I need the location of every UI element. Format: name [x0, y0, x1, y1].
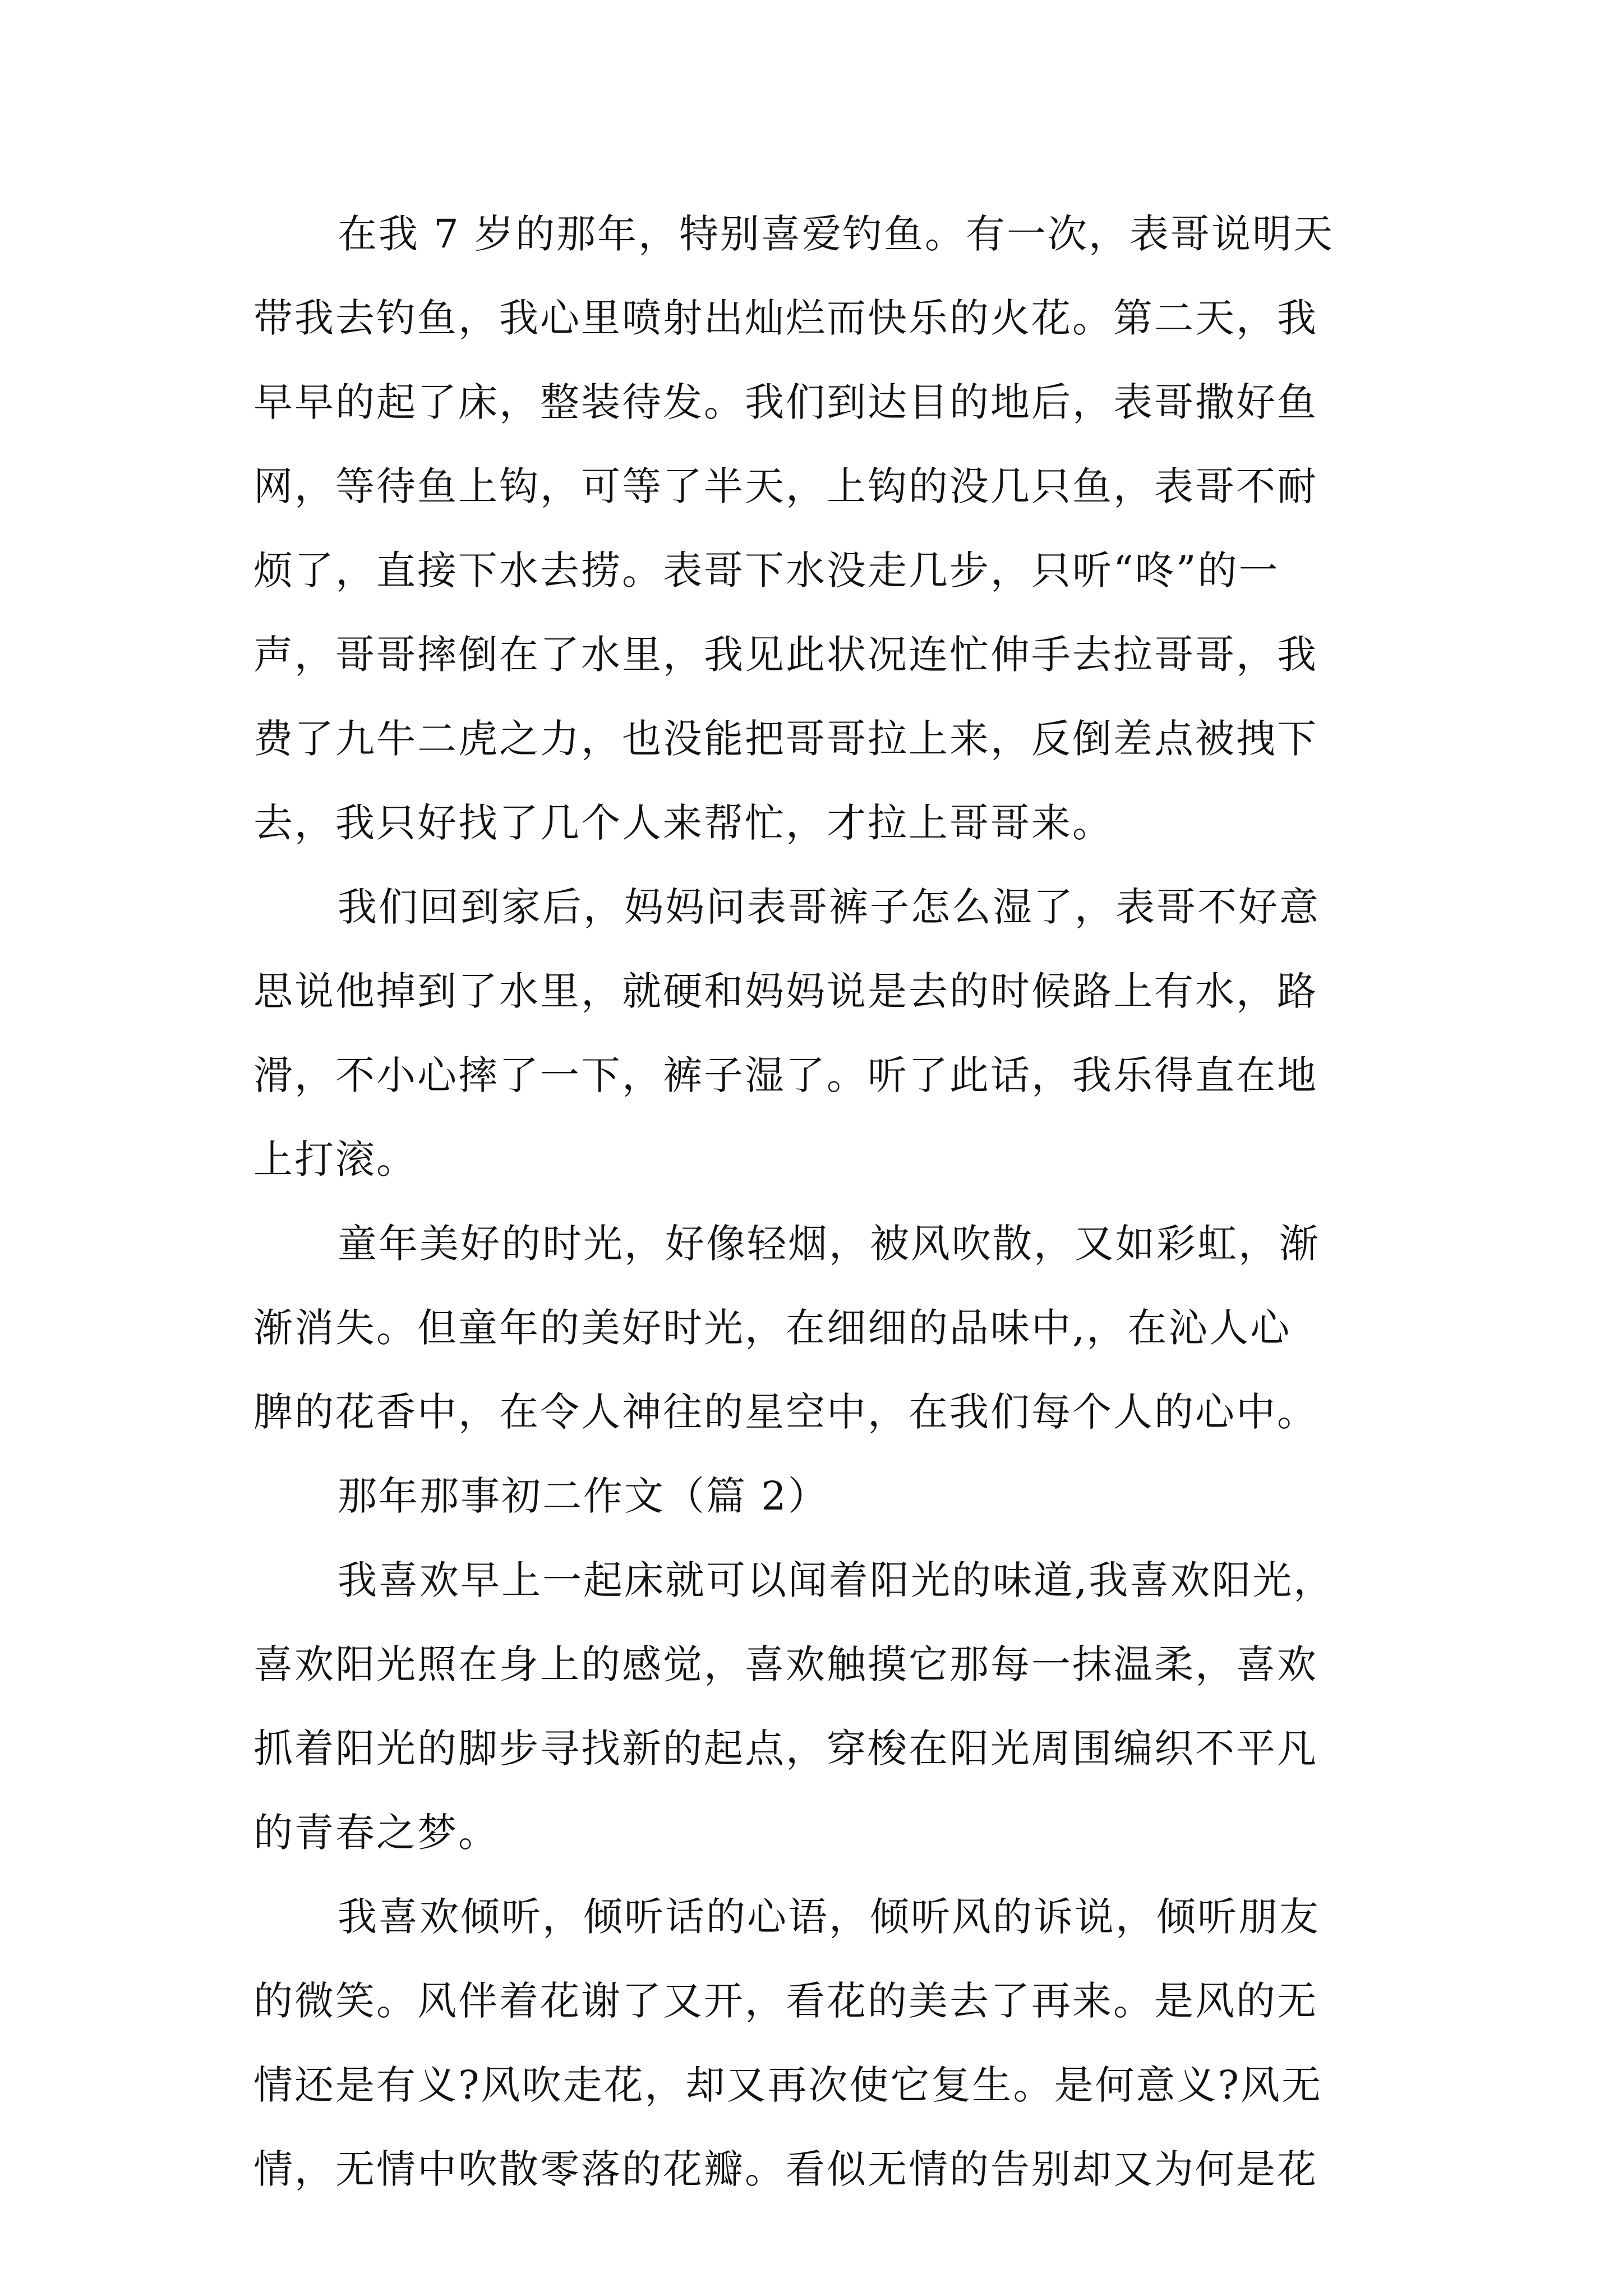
paragraph-1-line-5: 烦了，直接下水去捞。表哥下水没走几步，只听“咚”的一 [253, 547, 1280, 593]
paragraph-5-line-4: 情，无情中吹散零落的花瓣。看似无情的告别却又为何是花 [253, 2146, 1318, 2192]
paragraph-1-line-6: 声，哥哥摔倒在了水里，我见此状况连忙伸手去拉哥哥，我 [253, 632, 1318, 678]
paragraph-4-line-4: 的青春之梦。 [253, 1810, 499, 1856]
document-body [253, 192, 1370, 2211]
paragraph-1-line-1: 在我 7 岁的那年，特别喜爱钓鱼。有一次，表哥说明天 [338, 211, 1335, 257]
paragraph-1-line-2: 带我去钓鱼，我心里喷射出灿烂而快乐的火花。第二天，我 [253, 295, 1318, 341]
section-heading: 那年那事初二作文（篇 2） [338, 1473, 829, 1519]
paragraph-3-line-3: 脾的花香中，在令人神往的星空中，在我们每个人的心中。 [253, 1389, 1318, 1435]
paragraph-2-line-4: 上打滚。 [253, 1137, 417, 1182]
paragraph-4-line-3: 抓着阳光的脚步寻找新的起点，穿梭在阳光周围编织不平凡 [253, 1726, 1318, 1772]
paragraph-4-line-2: 喜欢阳光照在身上的感觉，喜欢触摸它那每一抹温柔，喜欢 [253, 1641, 1318, 1687]
paragraph-3-line-1: 童年美好的时光，好像轻烟，被风吹散，又如彩虹，渐 [338, 1221, 1320, 1267]
paragraph-2-line-1: 我们回到家后，妈妈问表哥裤子怎么湿了，表哥不好意 [338, 884, 1320, 930]
paragraph-4-line-1: 我喜欢早上一起床就可以闻着阳光的味道,我喜欢阳光， [338, 1557, 1335, 1603]
paragraph-5-line-2: 的微笑。风伴着花谢了又开，看花的美去了再来。是风的无 [253, 1978, 1318, 2024]
paragraph-1-line-7: 费了九牛二虎之力，也没能把哥哥拉上来，反倒差点被拽下 [253, 716, 1318, 762]
paragraph-1-line-8: 去，我只好找了几个人来帮忙，才拉上哥哥来。 [253, 800, 1113, 846]
paragraph-2-line-3: 滑，不小心摔了一下，裤子湿了。听了此话，我乐得直在地 [253, 1052, 1318, 1098]
paragraph-5-line-3: 情还是有义?风吹走花，却又再次使它复生。是何意义?风无 [253, 2062, 1323, 2108]
paragraph-5-line-1: 我喜欢倾听，倾听话的心语，倾听风的诉说，倾听朋友 [338, 1894, 1320, 1940]
paragraph-3-line-2: 渐消失。但童年的美好时光，在细细的品味中,，在沁人心 [253, 1305, 1292, 1351]
paragraph-2-line-2: 思说他掉到了水里，就硬和妈妈说是去的时候路上有水，路 [253, 968, 1318, 1014]
paragraph-1-line-3: 早早的起了床，整装待发。我们到达目的地后，表哥撒好鱼 [253, 379, 1318, 425]
paragraph-1-line-4: 网，等待鱼上钩，可等了半天，上钩的没几只鱼，表哥不耐 [253, 463, 1318, 509]
